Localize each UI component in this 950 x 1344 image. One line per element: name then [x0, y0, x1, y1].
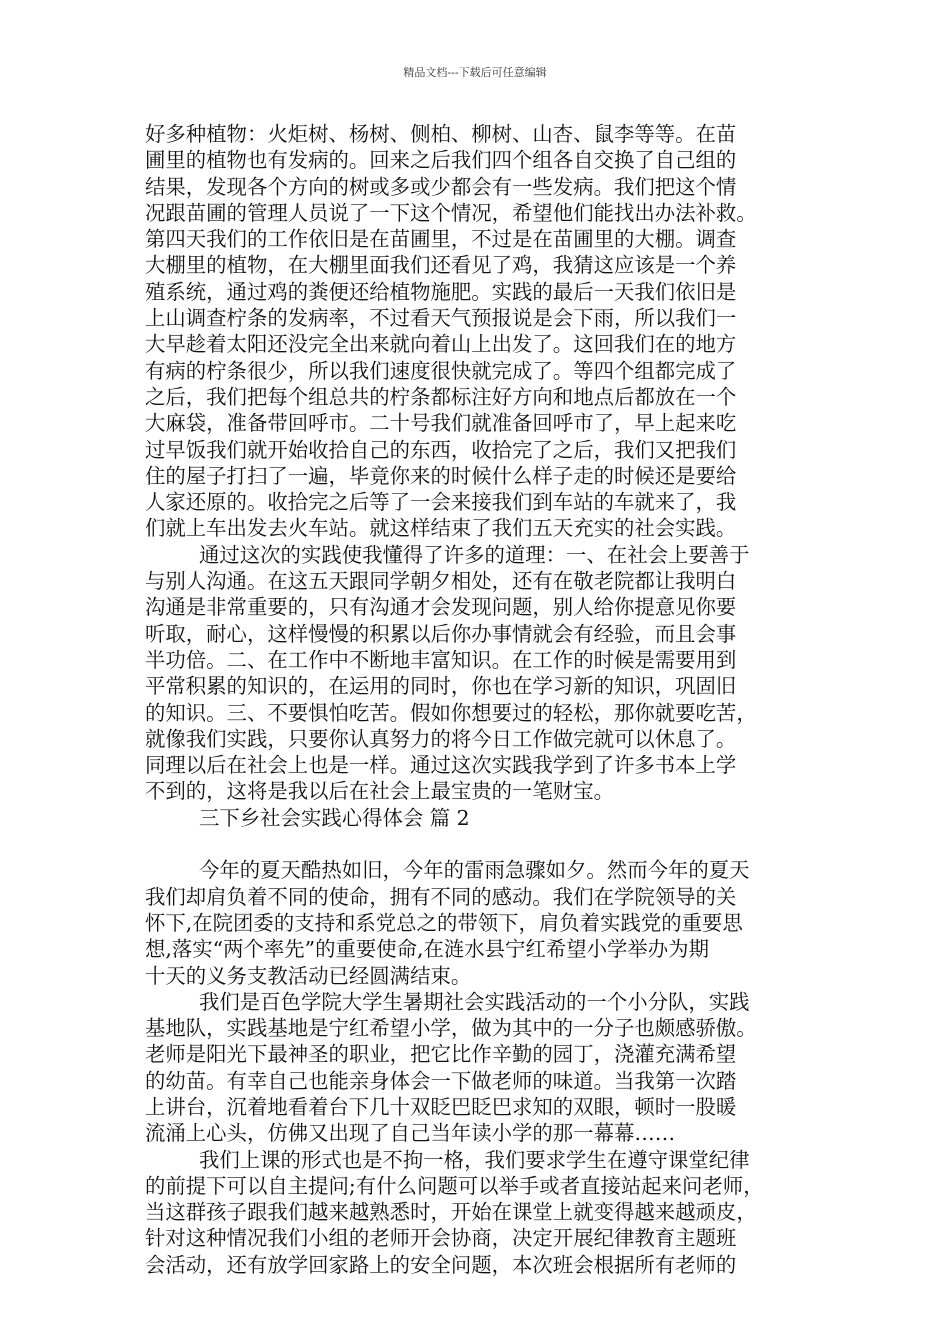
text-line: 不到的，这将是我以后在社会上最宝贵的一笔财宝。 [145, 779, 614, 804]
text-line: 况跟苗圃的管理人员说了一下这个情况，希望他们能找出办法补救。 [145, 200, 757, 225]
text-line: 上讲台，沉着地看着台下几十双眨巴眨巴求知的双眼，顿时一股暖 [145, 1094, 737, 1119]
text-line: 老师是阳光下最神圣的职业，把它比作辛勤的园丁，浇灌充满希望 [145, 1042, 737, 1067]
text-line: 当这群孩子跟我们越来越熟悉时，开始在课堂上就变得越来越顽皮， [145, 1200, 757, 1225]
text-line: 基地队，实践基地是宁红希望小学，做为其中的一分子也颇感骄傲。 [145, 1016, 757, 1041]
text-line: 大早趁着太阳还没完全出来就向着山上出发了。这回我们在的地方 [145, 332, 737, 357]
page-header: 精品文档---下载后可任意编辑 [403, 66, 547, 79]
text-line: 殖系统，通过鸡的粪便还给植物施肥。实践的最后一天我们依旧是 [145, 279, 737, 304]
text-line: 的前提下可以自主提问;有什么问题可以举手或者直接站起来问老师， [145, 1173, 764, 1198]
text-line: 怀下,在院团委的支持和系党总之的带领下，肩负着实践党的重要思 [145, 910, 743, 935]
text-line: 沟通是非常重要的，只有沟通才会发现问题，别人给你提意见你要 [145, 595, 737, 620]
text-line: 上山调查柠条的发病率，不过看天气预报说是会下雨，所以我们一 [145, 306, 737, 331]
text-line: 我们却肩负着不同的使命，拥有不同的感动。我们在学院领导的关 [145, 884, 737, 909]
text-line: 同理以后在社会上也是一样。通过这次实践我学到了许多书本上学 [145, 753, 737, 778]
text-line: 想,落实“两个率先”的重要使命,在涟水县宁红希望小学举办为期 [145, 937, 709, 962]
text-line: 针对这种情况我们小组的老师开会协商，决定开展纪律教育主题班 [145, 1226, 737, 1251]
text-line: 就像我们实践，只要你认真努力的将今日工作做完就可以休息了。 [145, 726, 737, 751]
text-line: 的知识。三、不要惧怕吃苦。假如你想要过的轻松，那你就要吃苦， [145, 700, 757, 725]
text-line: 住的屋子打扫了一遍，毕竟你来的时候什么样子走的时候还是要给 [145, 463, 737, 488]
text-line: 圃里的植物也有发病的。回来之后我们四个组各自交换了自己组的 [145, 148, 737, 173]
text-line: 与别人沟通。在这五天跟同学朝夕相处，还有在敬老院都让我明白 [145, 569, 737, 594]
text-line: 大棚里的植物，在大棚里面我们还看见了鸡，我猜这应该是一个养 [145, 253, 737, 278]
text-line: 流涌上心头，仿佛又出现了自己当年读小学的那一幕幕…… [145, 1121, 676, 1146]
text-line: 半功倍。二、在工作中不断地丰富知识。在工作的时候是需要用到 [145, 647, 737, 672]
text-line: 大麻袋，准备带回呼市。二十号我们就准备回呼市了，早上起来吃 [145, 411, 737, 436]
text-line: 第四天我们的工作依旧是在苗圃里，不过是在苗圃里的大棚。调查 [145, 227, 737, 252]
blank-line [145, 831, 810, 857]
text-line: 通过这次的实践使我懂得了许多的道理：一、在社会上要善于 [199, 542, 750, 567]
text-line: 我们上课的形式也是不拘一格，我们要求学生在遵守课堂纪律 [199, 1147, 750, 1172]
text-line: 三下乡社会实践心得体会 篇 2 [199, 805, 470, 830]
text-line: 的幼苗。有幸自己也能亲身体会一下做老师的味道。当我第一次踏 [145, 1068, 737, 1093]
text-line: 今年的夏天酷热如旧，今年的雷雨急骤如夕。然而今年的夏天 [199, 858, 750, 883]
text-line: 好多种植物：火炬树、杨树、侧柏、柳树、山杏、鼠李等等。在苗 [145, 122, 737, 146]
text-line: 过早饭我们就开始收拾自己的东西，收拾完了之后，我们又把我们 [145, 437, 737, 462]
text-line: 结果，发现各个方向的树或多或少都会有一些发病。我们把这个情 [145, 174, 737, 199]
document-body [145, 121, 810, 1278]
text-line: 人家还原的。收拾完之后等了一会来接我们到车站的车就来了，我 [145, 490, 737, 515]
text-line: 平常积累的知识的，在运用的同时，你也在学习新的知识，巩固旧 [145, 674, 737, 699]
text-line: 十天的义务支教活动已经圆满结束。 [145, 963, 472, 988]
text-line: 会活动，还有放学回家路上的安全问题，本次班会根据所有老师的 [145, 1252, 737, 1277]
text-line: 们就上车出发去火车站。就这样结束了我们五天充实的社会实践。 [145, 516, 737, 541]
text-line: 之后，我们把每个组总共的柠条都标注好方向和地点后都放在一个 [145, 384, 737, 409]
text-line: 我们是百色学院大学生暑期社会实践活动的一个小分队，实践 [199, 989, 750, 1014]
text-line: 听取，耐心，这样慢慢的积累以后你办事情就会有经验，而且会事 [145, 621, 737, 646]
text-line: 有病的柠条很少，所以我们速度很快就完成了。等四个组都完成了 [145, 358, 737, 383]
